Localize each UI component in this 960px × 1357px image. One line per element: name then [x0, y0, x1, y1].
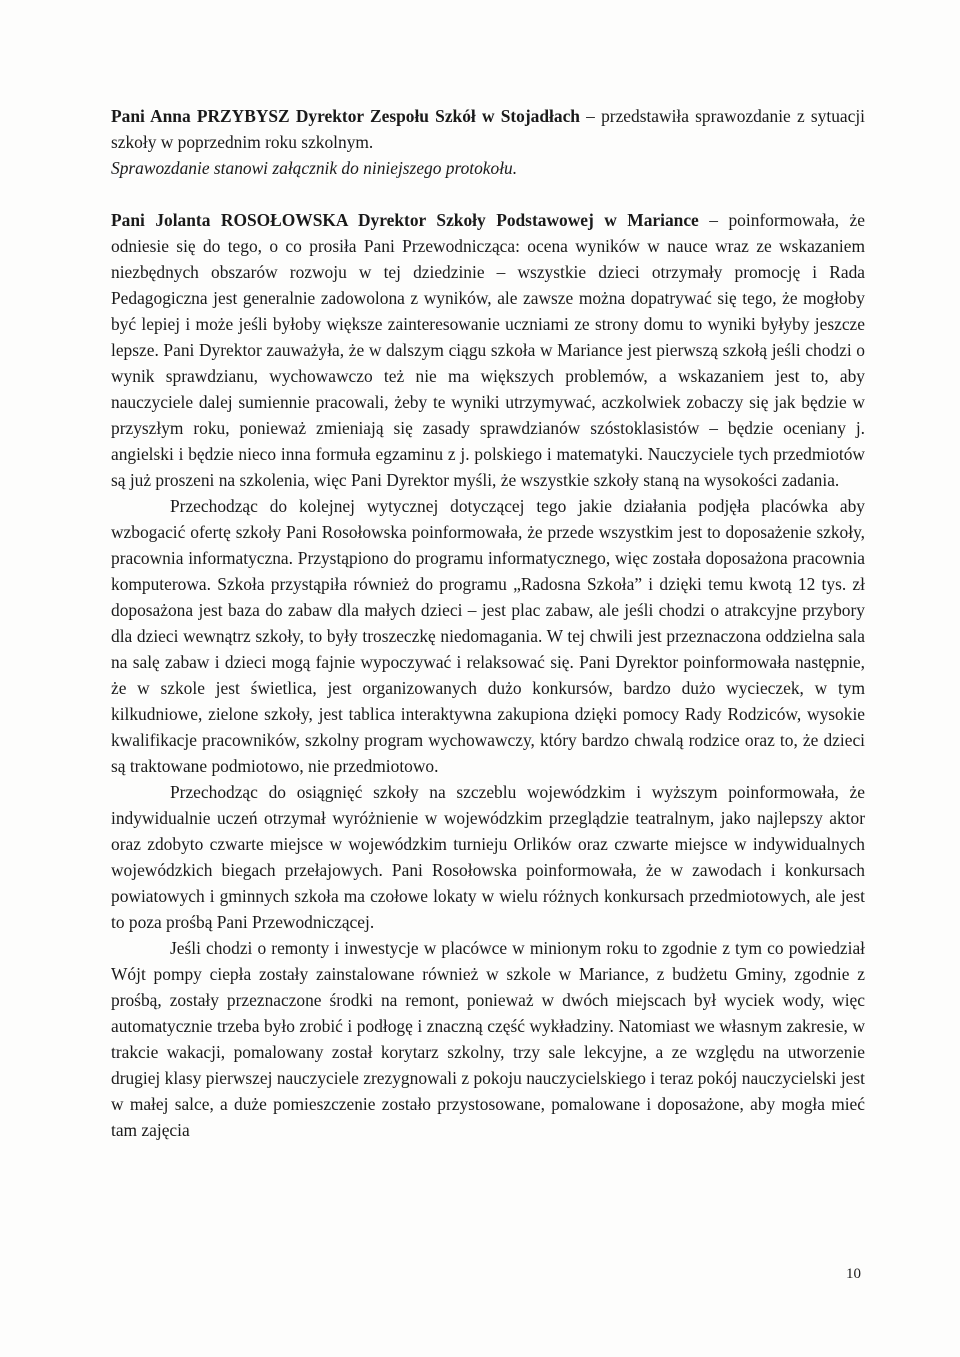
spacer — [111, 181, 865, 207]
paragraph-przybysz-report — [111, 103, 865, 155]
page-number: 10 — [846, 1266, 861, 1282]
paragraph-text: – poinformowała, że odniesie się do tego, o co prosiła Pani Przewodnicząca: ocena wyników w nauce wraz ze wskazaniem niezbędnych obszarów rozwoju w tej dziedzinie – wszystkie dzieci otrzymały promocję i Rada Pedagogiczna jest generalnie zadowolona z wyników, ale zawsze można dopatrywać się tego, że mogłoby być lepiej i może jeśli byłoby większe zainteresowanie uczniami ze strony domu to wyniki byłyby jeszcze lepsze. Pani Dyrektor zauważyła, że w dalszym ciągu szkoła w Mariance jest pierwszą szkołą jeśli chodzi o wynik sprawdzianu, wychowawczo też nie ma większych problemów, a wskazaniem jest to, aby nauczyciele dalej sumiennie pracowali, żeby te wyniki utrzymywać, aczkolwiek zobaczy się jak będzie w przyszłym roku, ponieważ zmieniają się zasady sprawdzianów szóstoklasistów – będzie oceniany j. angielski i będzie nieco inna formuła egzaminu z j. polskiego i matematyki. Nauczyciele tych przedmiotów są już proszeni na szkolenia, więc Pani Dyrektor myśli, że wszystkie szkoły staną na wysokości zadania. — [111, 210, 865, 490]
speaker-name-rosolowska: Pani Jolanta ROSOŁOWSKA Dyrektor Szkoły Podstawowej w Mariance — [111, 210, 699, 230]
speaker-name-przybysz: Pani Anna PRZYBYSZ Dyrektor Zespołu Szkół w Stojadłach — [111, 106, 580, 126]
document-body — [111, 103, 865, 1143]
paragraph-text: – przedstawiła sprawozdanie z sytuacji szkoły w poprzednim roku szkolnym. — [111, 106, 865, 152]
attachment-note: Sprawozdanie stanowi załącznik do niniejszego protokołu. — [111, 158, 518, 178]
paragraph-renovations: Jeśli chodzi o remonty i inwestycje w placówce w minionym roku to zgodnie z tym co powiedział Wójt pompy ciepła zostały zainstalowane również w szkole w Mariance, z budżetu Gminy, zgodnie z prośbą, zostały przeznaczone środki na remont, ponieważ w dwóch miejscach był wyciek wody, więc automatycznie trzeba było zrobić i podłogę i znaczną część wykładziny. Natomiast we własnym zakresie, w trakcie wakacji, pomalowany został korytarz szkolny, trzy sale lekcyjne, a ze względu na utworzenie drugiej klasy pierwszej nauczyciele zrezygnowali z pokoju nauczycielskiego i teraz pokój nauczycielski jest w małej salce, a duże pomieszczenie zostało przystosowane, pomalowane i doposażone, aby mogła mieć tam zajęcia — [111, 938, 865, 1140]
paragraph-rosolowska-report — [111, 207, 865, 493]
paragraph-school-offer: Przechodząc do kolejnej wytycznej dotyczącej tego jakie działania podjęła placówka aby wzbogacić ofertę szkoły Pani Rosołowska poinformowała, że przede wszystkim jest to doposażenie szkoły, pracownia informatyczna. Przystąpiono do programu informatycznego, więc została doposażona pracownia komputerowa. Szkoła przystąpiła również do programu „Radosna Szkoła” i dzięki temu kwotą 12 tys. zł doposażona jest baza do zabaw dla małych dzieci – jest plac zabaw, ale jeśli chodzi o atrakcyjne przybory dla dzieci wewnątrz szkoły, to były troszeczkę niedomagania. W tej chwili jest przeznaczona oddzielna sala na salę zabaw i dzieci mogą fajnie wypoczywać i relaksować się. Pani Dyrektor poinformowała następnie, że w szkole jest świetlica, jest organizowanych dużo konkursów, bardzo dużo wycieczek, w tym kilkudniowe, zielone szkoły, jest tablica interaktywna zakupiona dzięki pomocy Rady Rodziców, wysokie kwalifikacje pracowników, szkolny program wychowawczy, który bardzo chwalą rodzice oraz to, że dzieci są traktowane podmiotowo, nie przedmiotowo. — [111, 496, 865, 776]
paragraph-achievements: Przechodząc do osiągnięć szkoły na szczeblu wojewódzkim i wyższym poinformowała, że indywidualnie uczeń otrzymał wyróżnienie w wojewódzkim przeglądzie teatralnym, jako najlepszy aktor oraz zdobyto czwarte miejsce w wojewódzkim turnieju Orlików oraz czwarte miejsce w indywidualnych wojewódzkich biegach przełajowych. Pani Rosołowska poinformowała, że w zawodach i konkursach powiatowych i gminnych szkoła ma czołowe lokaty w wielu różnych konkursach przedmiotowych, ale jest to poza prośbą Pani Przewodniczącej. — [111, 782, 865, 932]
